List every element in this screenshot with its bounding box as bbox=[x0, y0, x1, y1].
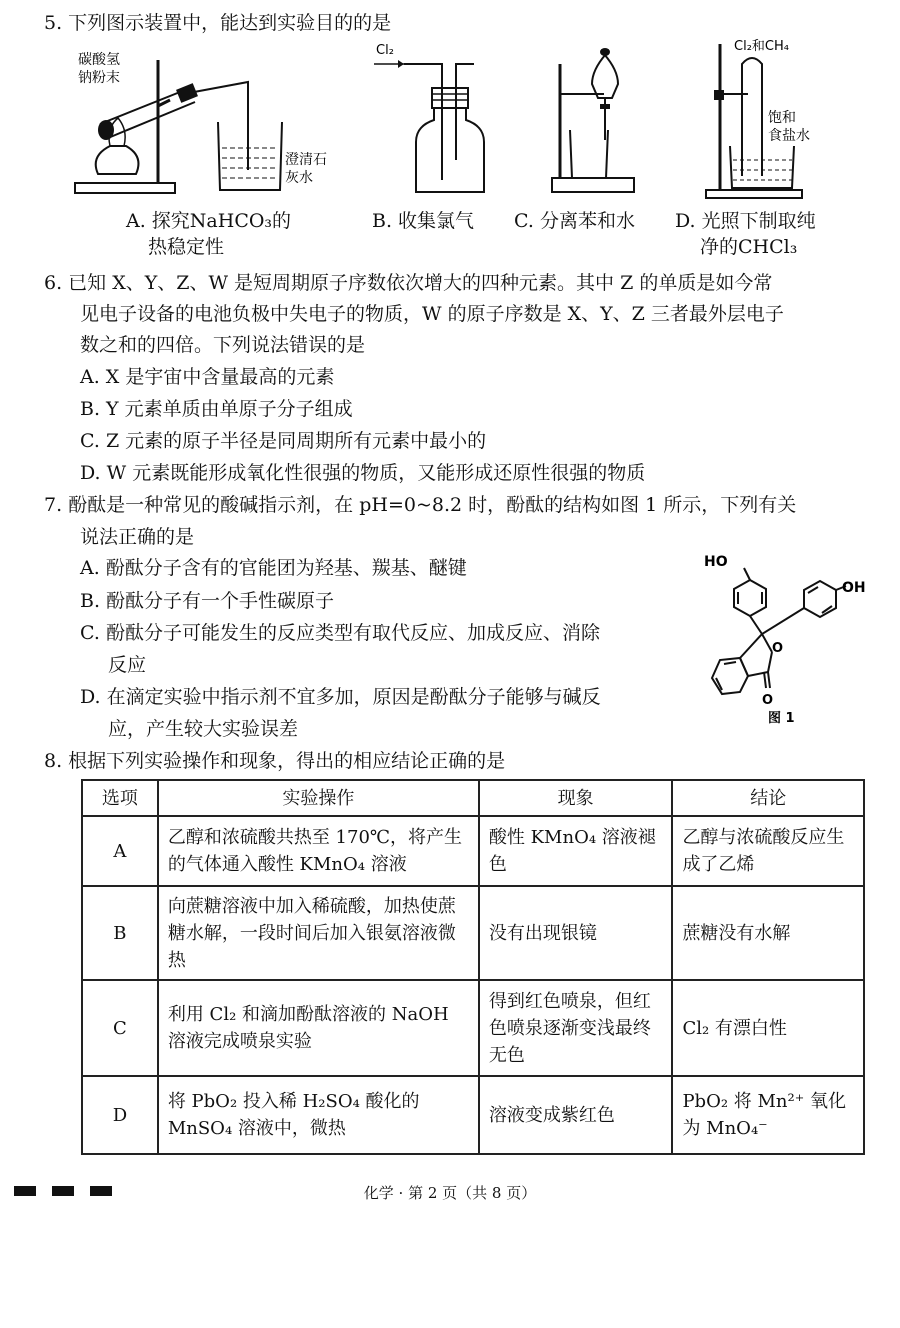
table-row bbox=[82, 1076, 864, 1154]
label-cl2: Cl₂ bbox=[376, 43, 394, 58]
q5-option-c: C. 分离苯和水 bbox=[514, 210, 635, 232]
q7-option-d-line2: 应，产生较大实验误差 bbox=[108, 718, 299, 740]
row-phenomenon: 酸性 KMnO₄ 溶液褪色 bbox=[479, 816, 673, 886]
header-option: 选项 bbox=[82, 780, 158, 816]
label-powder-2: 钠粉末 bbox=[78, 70, 120, 86]
q7-option-c-line1: C. 酚酞分子可能发生的反应类型有取代反应、加成反应、消除 bbox=[80, 622, 600, 644]
row-phenomenon: 得到红色喷泉，但红色喷泉逐渐变浅最终无色 bbox=[479, 980, 673, 1076]
q7-stem-line1: 7. 酚酞是一种常见的酸碱指示剂，在 pH=0~8.2 时，酚酞的结构如图 1 所示，下列有关 bbox=[44, 494, 797, 516]
row-phenomenon: 没有出现银镜 bbox=[479, 886, 673, 980]
header-operation: 实验操作 bbox=[158, 780, 479, 816]
row-option: A bbox=[82, 816, 158, 886]
label-cl2-ch4: Cl₂和CH₄ bbox=[734, 39, 789, 54]
q5-option-d-line2: 净的CHCl₃ bbox=[700, 236, 798, 258]
header-phenomenon: 现象 bbox=[479, 780, 673, 816]
apparatus-b-figure bbox=[370, 40, 490, 200]
label-salt-2: 食盐水 bbox=[768, 128, 810, 144]
q6-option-d: D. W 元素既能形成氧化性很强的物质，又能形成还原性很强的物质 bbox=[80, 462, 646, 484]
q6-stem-line1: 6. 已知 X、Y、Z、W 是短周期原子序数依次增大的四种元素。其中 Z 的单质是如今常 bbox=[44, 272, 773, 294]
q5-option-a-line2: 热稳定性 bbox=[148, 236, 225, 258]
row-conclusion: 乙醇与浓硫酸反应生成了乙烯 bbox=[672, 816, 864, 886]
label-salt-1: 饱和 bbox=[768, 110, 796, 126]
experiment-table bbox=[81, 779, 865, 1155]
q7-option-d-line1: D. 在滴定实验中指示剂不宜多加，原因是酚酞分子能够与碱反 bbox=[80, 686, 601, 708]
apparatus-a-figure bbox=[70, 46, 370, 206]
row-option: D bbox=[82, 1076, 158, 1154]
table-row bbox=[82, 980, 864, 1076]
row-phenomenon: 溶液变成紫红色 bbox=[479, 1076, 673, 1154]
label-oh: OH bbox=[842, 580, 866, 596]
row-option: B bbox=[82, 886, 158, 980]
table-row bbox=[82, 816, 864, 886]
q5-stem: 5. 下列图示装置中，能达到实验目的的是 bbox=[44, 12, 392, 34]
row-conclusion: Cl₂ 有漂白性 bbox=[672, 980, 864, 1076]
label-ring-o: O bbox=[772, 641, 784, 656]
figure-1-caption: 图 1 bbox=[768, 711, 795, 724]
row-conclusion: 蔗糖没有水解 bbox=[672, 886, 864, 980]
apparatus-d-figure bbox=[700, 36, 840, 204]
table-header-row bbox=[82, 780, 864, 816]
q6-option-a: A. X 是宇宙中含量最高的元素 bbox=[80, 366, 335, 388]
label-lime-1: 澄清石 bbox=[285, 152, 327, 168]
q6-option-b: B. Y 元素单质由单原子分子组成 bbox=[80, 398, 353, 420]
row-option: C bbox=[82, 980, 158, 1076]
phenolphthalein-structure bbox=[700, 548, 870, 724]
q5-option-d-line1: D. 光照下制取纯 bbox=[675, 210, 816, 232]
label-lime-2: 灰水 bbox=[285, 170, 313, 186]
table-row bbox=[82, 886, 864, 980]
q6-stem-line2: 见电子设备的电池负极中失电子的物质，W 的原子序数是 X、Y、Z 三者最外层电子 bbox=[80, 303, 784, 325]
label-keto-o: O bbox=[762, 693, 774, 708]
label-ho: HO bbox=[704, 554, 728, 570]
row-operation: 乙醇和浓硫酸共热至 170℃，将产生的气体通入酸性 KMnO₄ 溶液 bbox=[158, 816, 479, 886]
page-footer: 化学 · 第 2 页（共 8 页） bbox=[363, 1184, 537, 1202]
apparatus-c-figure bbox=[548, 40, 638, 200]
q6-option-c: C. Z 元素的原子半径是同周期所有元素中最小的 bbox=[80, 430, 487, 452]
q6-stem-line3: 数之和的四倍。下列说法错误的是 bbox=[80, 334, 366, 356]
q7-option-b: B. 酚酞分子有一个手性碳原子 bbox=[80, 590, 335, 612]
label-powder-1: 碳酸氢 bbox=[78, 52, 120, 68]
q7-stem-line2: 说法正确的是 bbox=[80, 526, 195, 548]
row-operation: 向蔗糖溶液中加入稀硫酸，加热使蔗糖水解，一段时间后加入银氨溶液微热 bbox=[158, 886, 479, 980]
header-conclusion: 结论 bbox=[672, 780, 864, 816]
row-conclusion: PbO₂ 将 Mn²⁺ 氧化为 MnO₄⁻ bbox=[672, 1076, 864, 1154]
q5-option-b: B. 收集氯气 bbox=[372, 210, 475, 232]
row-operation: 利用 Cl₂ 和滴加酚酞溶液的 NaOH 溶液完成喷泉实验 bbox=[158, 980, 479, 1076]
q7-option-c-line2: 反应 bbox=[108, 654, 147, 676]
q5-option-a-line1: A. 探究NaHCO₃的 bbox=[126, 210, 292, 232]
row-operation: 将 PbO₂ 投入稀 H₂SO₄ 酸化的 MnSO₄ 溶液中，微热 bbox=[158, 1076, 479, 1154]
q8-stem: 8. 根据下列实验操作和现象，得出的相应结论正确的是 bbox=[44, 750, 506, 772]
q7-option-a: A. 酚酞分子含有的官能团为羟基、羰基、醚键 bbox=[80, 557, 467, 579]
